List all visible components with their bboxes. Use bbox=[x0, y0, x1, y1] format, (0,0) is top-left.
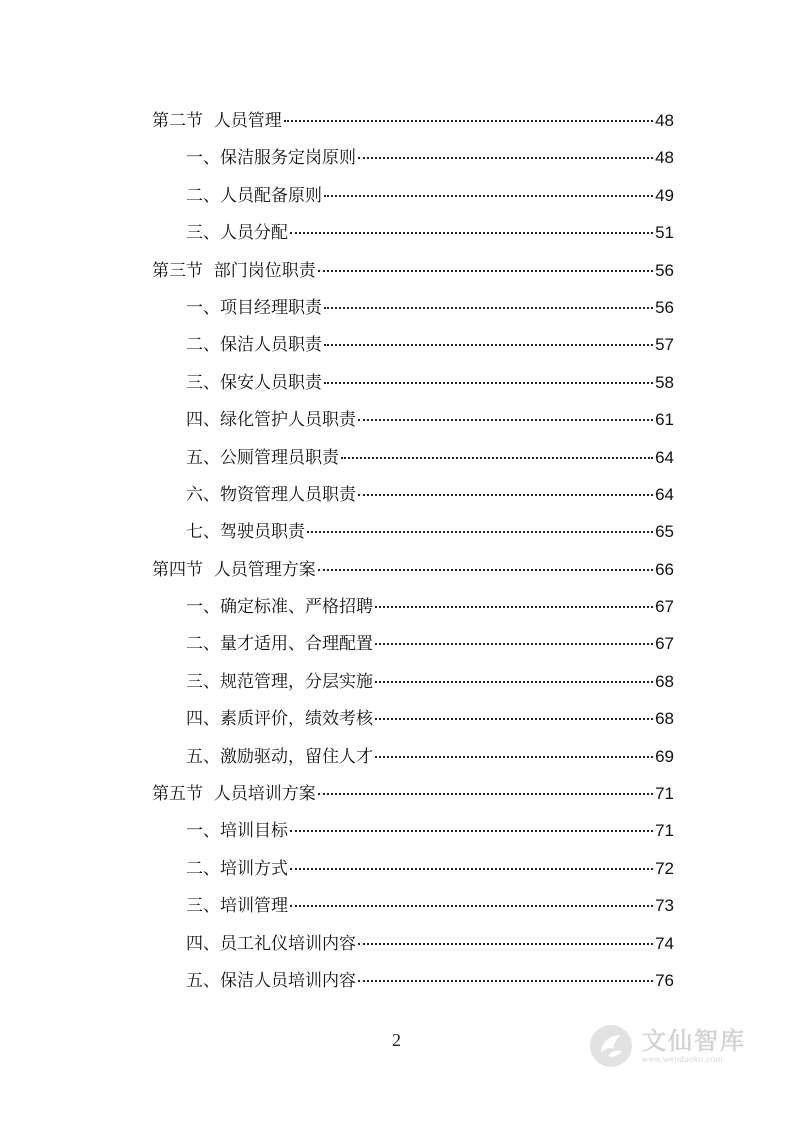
toc-entry-page: 57 bbox=[655, 335, 674, 355]
toc-dot-leader bbox=[375, 718, 653, 720]
toc-entry-page: 68 bbox=[655, 671, 674, 691]
toc-subsection-entry bbox=[152, 476, 674, 513]
toc-dot-leader bbox=[358, 980, 653, 982]
page-number: 2 bbox=[392, 1030, 401, 1050]
toc-entry-title: 第四节 人员管理方案 bbox=[152, 559, 316, 580]
toc-subsection-entry bbox=[152, 289, 674, 326]
toc-subsection-entry bbox=[152, 326, 674, 363]
toc-dot-leader bbox=[307, 531, 653, 533]
toc-dot-leader bbox=[290, 905, 653, 907]
toc-subsection-entry bbox=[152, 738, 674, 775]
toc-subsection-entry bbox=[152, 401, 674, 438]
watermark-name: 文仙智库 bbox=[642, 1026, 746, 1055]
toc-entry-title: 一、项目经理职责 bbox=[186, 297, 322, 318]
toc-entry-page: 65 bbox=[655, 522, 674, 542]
toc-entry-title: 二、培训方式 bbox=[186, 858, 288, 879]
toc-entry-page: 76 bbox=[655, 970, 674, 990]
toc-dot-leader bbox=[318, 569, 653, 571]
toc-section-entry bbox=[152, 102, 674, 139]
toc-entry-page: 61 bbox=[655, 410, 674, 430]
toc-entry-title: 第五节 人员培训方案 bbox=[152, 784, 316, 805]
wenduoku-logo-icon bbox=[588, 1023, 634, 1069]
toc-entry-title: 五、保洁人员培训内容 bbox=[186, 970, 356, 991]
toc-subsection-entry bbox=[152, 663, 674, 700]
toc-entry-title: 三、保安人员职责 bbox=[186, 372, 322, 393]
toc-dot-leader bbox=[375, 756, 653, 758]
toc-subsection-entry bbox=[152, 925, 674, 962]
toc-subsection-entry bbox=[152, 812, 674, 849]
toc-dot-leader bbox=[324, 307, 653, 309]
toc-dot-leader bbox=[324, 195, 653, 197]
toc-entry-page: 67 bbox=[655, 634, 674, 654]
toc-dot-leader bbox=[324, 344, 653, 346]
toc-dot-leader bbox=[358, 943, 653, 945]
toc-entry-title: 七、驾驶员职责 bbox=[186, 522, 305, 543]
toc-entry-page: 51 bbox=[655, 223, 674, 243]
toc-dot-leader bbox=[375, 681, 653, 683]
toc-entry-page: 66 bbox=[655, 559, 674, 579]
toc-entry-title: 三、培训管理 bbox=[186, 896, 288, 917]
toc-entry-page: 48 bbox=[655, 111, 674, 130]
toc-entry-title: 二、保洁人员职责 bbox=[186, 335, 322, 356]
toc-dot-leader bbox=[358, 157, 653, 159]
toc-entry-page: 49 bbox=[655, 185, 674, 205]
toc-entry-title: 六、物资管理人员职责 bbox=[186, 484, 356, 505]
toc-entry-title: 二、人员配备原则 bbox=[186, 185, 322, 206]
watermark-url: www.wenduoku.com bbox=[642, 1054, 723, 1064]
toc-entry-title: 第二节 人员管理 bbox=[152, 111, 282, 131]
table-of-contents bbox=[152, 102, 674, 999]
watermark bbox=[588, 1018, 778, 1074]
toc-entry-page: 58 bbox=[655, 372, 674, 392]
toc-entry-title: 四、员工礼仪培训内容 bbox=[186, 933, 356, 954]
toc-entry-title: 三、人员分配 bbox=[186, 223, 288, 244]
toc-dot-leader bbox=[358, 494, 653, 496]
toc-dot-leader bbox=[375, 643, 653, 645]
toc-subsection-entry bbox=[152, 887, 674, 924]
toc-entry-page: 69 bbox=[655, 746, 674, 766]
toc-subsection-entry bbox=[152, 139, 674, 176]
toc-subsection-entry bbox=[152, 700, 674, 737]
toc-section-entry bbox=[152, 775, 674, 812]
toc-dot-leader bbox=[290, 232, 653, 234]
toc-entry-page: 71 bbox=[655, 821, 674, 841]
toc-entry-title: 四、绿化管护人员职责 bbox=[186, 410, 356, 431]
toc-dot-leader bbox=[358, 419, 653, 421]
toc-entry-title: 五、公厕管理员职责 bbox=[186, 447, 339, 468]
toc-subsection-entry bbox=[152, 962, 674, 999]
toc-entry-page: 56 bbox=[655, 260, 674, 280]
toc-entry-page: 73 bbox=[655, 896, 674, 916]
toc-entry-page: 48 bbox=[655, 148, 674, 168]
toc-entry-page: 72 bbox=[655, 858, 674, 878]
toc-subsection-entry bbox=[152, 513, 674, 550]
toc-entry-page: 64 bbox=[655, 484, 674, 504]
toc-entry-page: 71 bbox=[655, 784, 674, 804]
toc-dot-leader bbox=[341, 457, 653, 459]
toc-entry-title: 一、培训目标 bbox=[186, 821, 288, 842]
toc-entry-page: 74 bbox=[655, 933, 674, 953]
toc-subsection-entry bbox=[152, 625, 674, 662]
toc-dot-leader bbox=[318, 270, 653, 272]
toc-subsection-entry bbox=[152, 439, 674, 476]
toc-dot-leader bbox=[290, 830, 653, 832]
toc-entry-title: 一、确定标准、严格招聘 bbox=[186, 597, 373, 618]
toc-dot-leader bbox=[318, 793, 653, 795]
toc-section-entry bbox=[152, 551, 674, 588]
toc-subsection-entry bbox=[152, 177, 674, 214]
toc-entry-title: 五、激励驱动，留住人才 bbox=[186, 746, 373, 767]
toc-entry-page: 68 bbox=[655, 709, 674, 729]
toc-subsection-entry bbox=[152, 214, 674, 251]
toc-entry-title: 二、量才适用、合理配置 bbox=[186, 634, 373, 655]
toc-dot-leader bbox=[324, 382, 653, 384]
toc-dot-leader bbox=[284, 120, 653, 122]
toc-subsection-entry bbox=[152, 364, 674, 401]
toc-entry-title: 第三节 部门岗位职责 bbox=[152, 260, 316, 281]
toc-entry-title: 三、规范管理，分层实施 bbox=[186, 671, 373, 692]
toc-dot-leader bbox=[290, 868, 653, 870]
toc-entry-page: 64 bbox=[655, 447, 674, 467]
toc-entry-page: 56 bbox=[655, 297, 674, 317]
toc-entry-title: 四、素质评价，绩效考核 bbox=[186, 709, 373, 730]
toc-subsection-entry bbox=[152, 588, 674, 625]
toc-entry-page: 67 bbox=[655, 597, 674, 617]
toc-subsection-entry bbox=[152, 850, 674, 887]
toc-section-entry bbox=[152, 252, 674, 289]
toc-entry-title: 一、保洁服务定岗原则 bbox=[186, 148, 356, 169]
toc-dot-leader bbox=[375, 606, 653, 608]
